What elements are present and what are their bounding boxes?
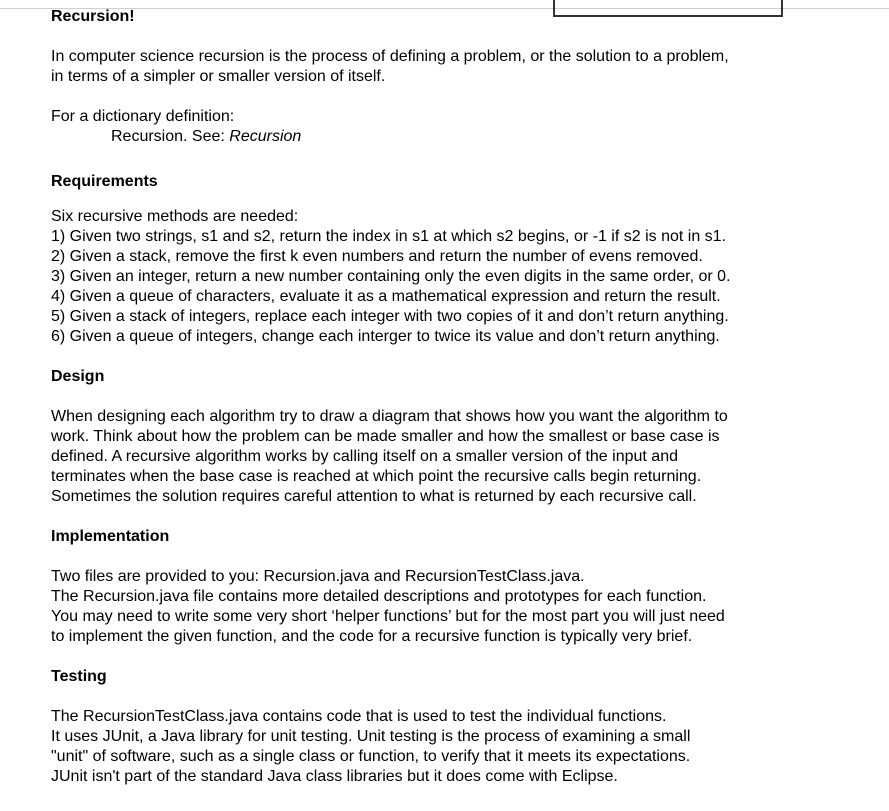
implementation-heading: Implementation [51,528,170,545]
requirements-heading: Requirements [51,173,158,190]
testing-line-1: The RecursionTestClass.java contains code that is used to test the individual functions. [51,708,667,725]
design-line-4: terminates when the base case is reached at which point the recursive calls begin returning. [51,468,702,485]
definition-label: For a dictionary definition: [51,108,235,125]
requirement-item-3: 3) Given an integer, return a new number containing only the even digits in the same order, or 0. [51,268,731,285]
design-heading: Design [51,368,105,385]
testing-line-4: JUnit isn't part of the standard Java class libraries but it does come with Eclipse. [51,768,618,785]
intro-line-2: in terms of a simpler or smaller version of itself. [51,68,386,85]
requirement-item-2: 2) Given a stack, remove the first k even numbers and return the number of evens removed. [51,248,703,265]
requirement-item-5: 5) Given a stack of integers, replace each integer with two copies of it and don’t return anything. [51,308,729,325]
requirement-item-6: 6) Given a queue of integers, change each interger to twice its value and don’t return anything. [51,328,720,345]
definition-text [51,127,881,147]
testing-line-3: "unit" of software, such as a single class or function, to verify that it meets its expectations. [51,748,691,765]
design-line-1: When designing each algorithm try to draw a diagram that shows how you want the algorithm to [51,408,728,425]
implementation-line-3: You may need to write some very short ‘helper functions’ but for the most part you will just need [51,608,725,625]
document-body [51,7,881,787]
definition-link: Recursion [229,128,302,145]
design-line-3: defined. A recursive algorithm works by calling itself on a smaller version of the input and [51,448,678,465]
requirements-lead: Six recursive methods are needed: [51,208,299,225]
page-title: Recursion! [51,8,135,25]
design-line-5: Sometimes the solution requires careful attention to what is returned by each recursive call. [51,488,697,505]
testing-heading: Testing [51,668,107,685]
implementation-line-1: Two files are provided to you: Recursion.java and RecursionTestClass.java. [51,568,585,585]
definition-prefix: Recursion. See: [111,128,230,145]
intro-line-1: In computer science recursion is the process of defining a problem, or the solution to a problem, [51,48,729,65]
requirement-item-4: 4) Given a queue of characters, evaluate it as a mathematical expression and return the result. [51,288,721,305]
testing-line-2: It uses JUnit, a Java library for unit testing. Unit testing is the process of examining a small [51,728,691,745]
implementation-line-4: to implement the given function, and the code for a recursive function is typically very brief. [51,628,693,645]
implementation-line-2: The Recursion.java file contains more detailed descriptions and prototypes for each function. [51,588,707,605]
requirement-item-1: 1) Given two strings, s1 and s2, return the index in s1 at which s2 begins, or -1 if s2 is not in s1. [51,228,726,245]
design-line-2: work. Think about how the problem can be made smaller and how the smallest or base case is [51,428,720,445]
